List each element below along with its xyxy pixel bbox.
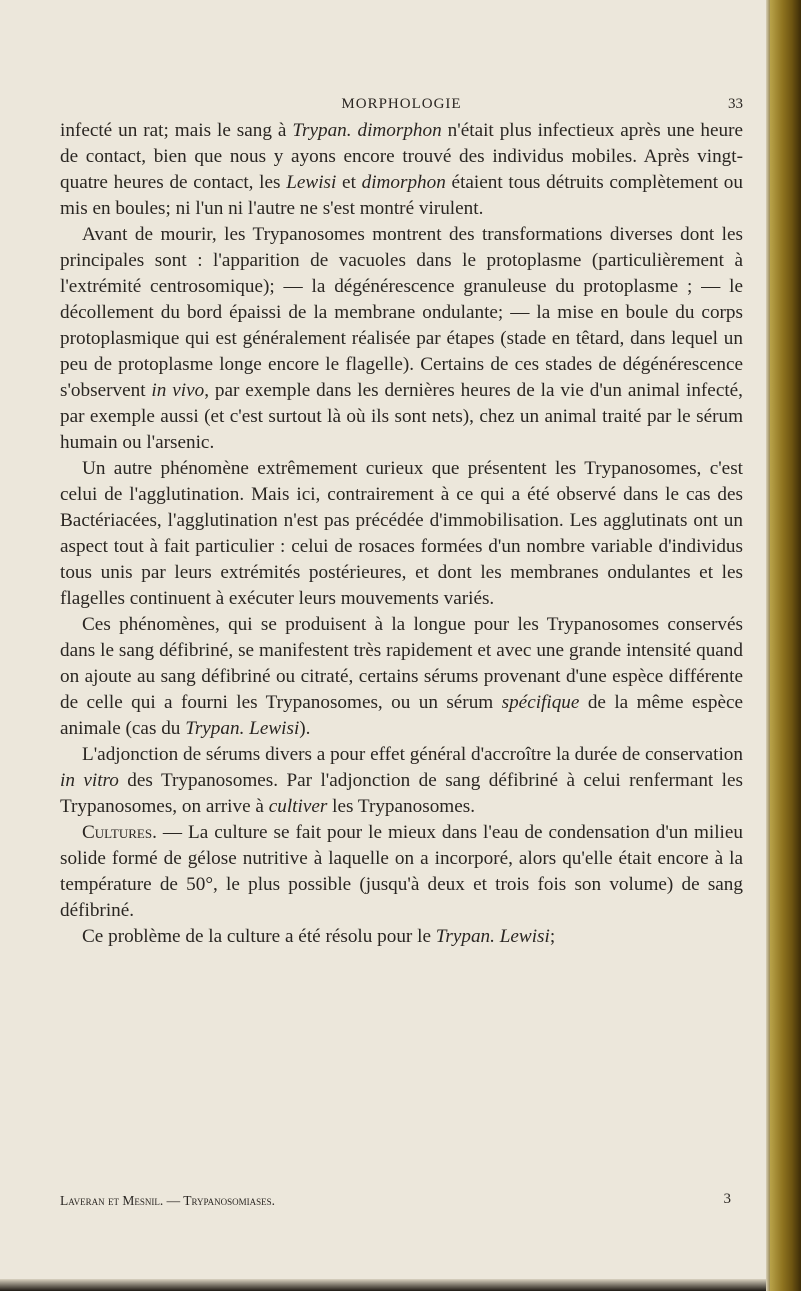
page-footer (60, 1193, 743, 1213)
italic-text: in vitro (60, 770, 119, 791)
paragraph (60, 924, 743, 950)
page-bottom-edge (0, 1279, 770, 1291)
text-run: Un autre phénomène extrêmement curieux que présentent les Trypanosomes, c'est celui de l'agglutination. Mais ici, contrairement à ce qui a été observé dans le cas des Bactériacées, l'agglutination n'est pas précédée d'immobilisation. Les agglutinats ont un aspect tout à fait particulier : celui de rosaces formées d'un nombre variable d'individus tous unis par leurs extrémités postérieures, et dont les membranes ondulantes et les flagelles continuent à exécuter leurs mouvements variés. (60, 458, 743, 609)
paragraph (60, 456, 743, 612)
paragraph (60, 118, 743, 222)
italic-text: Trypan. dimorphon (292, 120, 442, 141)
italic-text: Lewisi (286, 172, 337, 193)
footer-authors: Laveran et Mesnil. — Trypanosomiases. (60, 1193, 276, 1208)
text-run: des Trypanosomes. Par l'adjonction de sang défibriné à celui renfermant les Trypanosomes, on arrive à (60, 770, 743, 817)
signature-mark: 3 (723, 1191, 731, 1207)
text-run: étaient tous détruits complètement ou mis en boules; ni l'un ni l'autre ne s'est montré virulent. (60, 172, 743, 219)
italic-text: Trypan. Lewisi (185, 718, 300, 739)
italic-text: in vivo (151, 380, 205, 401)
italic-text: cultiver (268, 796, 328, 817)
page-number: 33 (728, 96, 743, 112)
text-run: ; (549, 926, 556, 947)
text-run: ). (299, 718, 311, 739)
text-run: les Trypanosomes. (327, 796, 475, 817)
text-run: n'était plus infectieux après une heure de contact, bien que nous y ayons encore trouvé des individus mobiles. Après vingt-quatre heures de contact, les (60, 120, 743, 193)
paragraph (60, 612, 743, 742)
paragraph (60, 742, 743, 820)
italic-text: dimorphon (361, 172, 446, 193)
text-run: L'adjonction de sérums divers a pour effet général d'accroître la durée de conservation (82, 744, 743, 765)
book-spine (770, 0, 801, 1291)
text-run: — La culture se fait pour le mieux dans l'eau de condensation d'un milieu solide formé de gélose nutritive à laquelle on a incorporé, alors qu'elle était encore à la température de 50°, le plus possible (jusqu'à deux et trois fois son volume) de sang défibriné. (60, 822, 743, 921)
body-text (60, 118, 743, 950)
paragraph (60, 820, 743, 924)
text-run: , par exemple dans les dernières heures de la vie d'un animal infecté, par exemple aussi (et c'est surtout là où ils sont nets), chez un animal traité par le sérum humain ou l'arsenic. (60, 380, 743, 453)
paragraph (60, 222, 743, 456)
text-run: de la même espèce animale (cas du (60, 692, 744, 739)
text-run: infecté un rat; mais le sang à (60, 120, 293, 141)
text-run: Avant de mourir, les Trypanosomes montrent des transformations diverses dont les principales sont : l'apparition de vacuoles dans le protoplasme (particulièrement à l'extrémité centrosomique); — la dégénérescence granuleuse du protoplasme ; — le décollement du bord épaissi de la membrane ondulante; — la mise en boule du corps protoplasmique qui est généralement réalisée par étapes (stade en têtard, dans lequel un peu de protoplasme longe encore le flagelle). Certains de ces stades de dégénérescence s'observent (60, 224, 743, 401)
text-run: Ces phénomènes, qui se produisent à la longue pour les Trypanosomes conservés dans le sang défibriné, se manifestent très rapidement et avec une grande intensité quand on ajoute au sang défibriné ou citraté, certains sérums provenant d'une espèce différente de celle qui a fourni les Trypanosomes, ou un sérum (60, 614, 743, 713)
running-head: MORPHOLOGIE (341, 96, 462, 112)
italic-text: Trypan. Lewisi (435, 926, 550, 947)
italic-text: spécifique (501, 692, 580, 713)
page-header (60, 96, 743, 116)
section-heading: Cultures. (82, 822, 157, 843)
text-run: Ce problème de la culture a été résolu pour le (82, 926, 436, 947)
text-run: et (336, 172, 362, 193)
